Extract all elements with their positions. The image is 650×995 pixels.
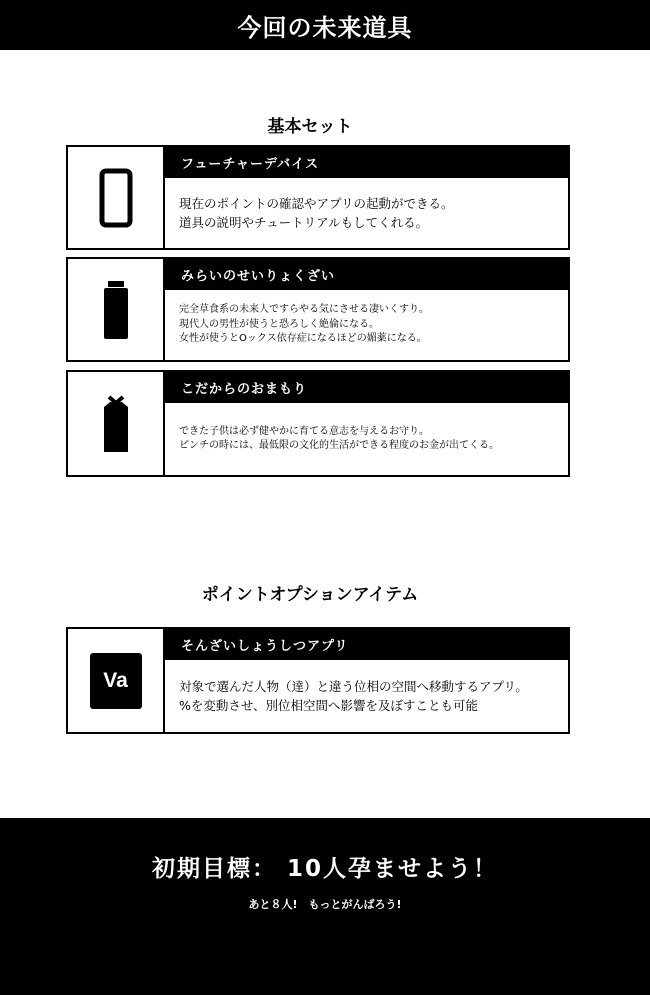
description-line: できた子供は必ず健やかに育てる意志を与えるお守り。 <box>179 425 429 437</box>
item-name: みらいのせいりょくざい <box>165 259 568 290</box>
description-line: ピンチの時には、最低限の文化的生活ができる程度のお金が出てくる。 <box>179 440 499 451</box>
description-line: 女性が使うとOックス依存症になるほどの媚薬になる。 <box>179 333 427 345</box>
item-card-charm <box>66 370 570 477</box>
item-name: こだからのおまもり <box>165 372 568 403</box>
description-line: 完全草食系の未来人ですらやる気にさせる凄いくすり。 <box>179 304 429 316</box>
item-card-vanish-app <box>66 627 570 734</box>
item-description <box>179 178 560 248</box>
item-name: フューチャーデバイス <box>165 147 568 178</box>
description-line: 対象で選んだ人物（達）と違う位相の空間へ移動するアプリ。 <box>179 679 528 694</box>
description-line: 現在のポイントの確認やアプリの起動ができる。 <box>179 196 454 211</box>
bottle-icon <box>101 280 131 340</box>
description-line: 現代人の男性が使うと恐ろしく絶倫になる。 <box>179 318 379 330</box>
item-icon-cell <box>68 259 165 360</box>
section-title-basic: 基本セット <box>267 117 353 137</box>
item-name: そんざいしょうしつアプリ <box>165 629 568 660</box>
item-description <box>179 403 560 475</box>
app-tile-icon: Va <box>90 653 142 709</box>
phone-icon <box>99 168 133 228</box>
remaining-count: あと８人! もっとがんばろう! <box>248 898 402 911</box>
section-title-options: ポイントオプションアイテム <box>201 585 419 605</box>
item-card-stamina-drug <box>66 257 570 362</box>
goal-banner <box>0 818 650 995</box>
item-description <box>179 660 560 732</box>
item-icon-cell <box>68 147 165 248</box>
description-line: 道具の説明やチュートリアルもしてくれる。 <box>179 215 429 230</box>
initial-goal: 初期目標： 10人孕ませよう！ <box>151 856 498 882</box>
charm-icon <box>98 395 134 453</box>
description-line: %を変動させ、別位相空間へ影響を及ぼすことも可能 <box>179 698 479 713</box>
item-icon-cell <box>68 372 165 475</box>
item-icon-cell <box>68 629 165 732</box>
top-banner <box>0 0 650 50</box>
page-title: 今回の未来道具 <box>237 13 413 42</box>
item-card-future-device <box>66 145 570 250</box>
item-description <box>179 290 560 360</box>
